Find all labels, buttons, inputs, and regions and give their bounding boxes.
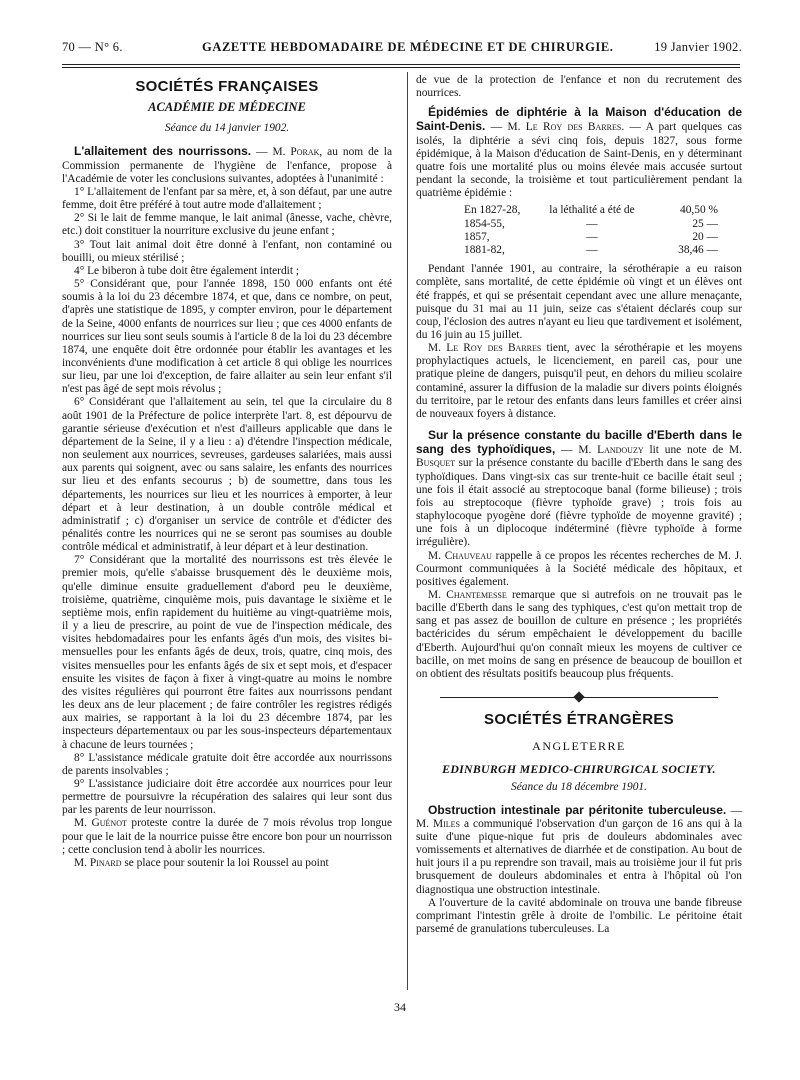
eberth-text: sur la présence constante du bacille d'Eberth dans le sang des typhoïdiques. Dans vingt-six cas sur trente-huit ce bacille était seul ; une fois il était associé au streptocoque banal (forme bilieuse) ; trois fois au streptocoque (fièvre typhoïde grave) ; trois fois au staphylocoque pyogène doré (fièvre typhoïde de moyenne gravité) ; une fois à un diplocoque indéterminé (fièvre typhoïde à forme irrégulière). [416, 457, 742, 549]
page-issue: 70 — N° 6. [62, 40, 123, 54]
issue-date: 19 Janvier 1902. [654, 40, 742, 54]
society-heading: EDINBURGH MEDICO-CHIRURGICAL SOCIETY. [442, 762, 716, 777]
author-miles: M. Miles [416, 817, 460, 830]
table-row [464, 204, 742, 217]
author-landouzy: M. Landouzy [578, 444, 644, 457]
conclusion-6: 6° Considérant que l'allaitement au sein, tel que la circulaire du 8 août 1901 de la Préfecture de police interprète l'art. 8, est dépourvu de garantie sérieuse d'exécution et n'est d'ailleurs applicable que dans le département de la Seine, il y a lieu : a) d'étendre l'inspection médicale, non seulement aux nourrices, sevreuses, gardeuses salariées, mais aussi aux parents qui soignent, avec ou sans salaire, les enfants des nourrices sur lieu et des enfants secourus ; b) de soumettre, dans tous les départements, les nourrices sur lieu et les nourrices à emporter, à leur départ et à leur destination, à un double contrôle médical et administratif ; c) d'organiser un service de contrôle et d'édicter des pénalités contre les nourrices qui ne se seront pas soumises au double contrôle médical et administratif, à leur départ et à leur destination. [62, 396, 392, 554]
table-label: — [586, 230, 598, 243]
conclusion-8: 8° L'assistance médicale gratuite doit être accordée aux nourrissons de parents insolvables ; [62, 751, 392, 777]
left-column [62, 74, 392, 870]
chauveau-paragraph [416, 550, 742, 589]
table-row [464, 218, 742, 231]
author-porak: M. Porak [272, 146, 320, 159]
section-title-french: SOCIÉTÉS FRANÇAISES [135, 78, 319, 95]
conclusion-4: 4° Le biberon à tube doit être également interdit ; [74, 264, 300, 277]
chantemesse-paragraph [416, 589, 742, 681]
diamond-icon [573, 691, 584, 702]
obstruction-title: Obstruction intestinale par péritonite tuberculeuse. [428, 802, 727, 817]
section-ornament [416, 689, 742, 707]
conclusion-9: 9° L'assistance judiciaire doit être accordée aux nourrices pour leur permettre de poursuivre la récupération des salaires qui leur sont dus par les parents de leur nourrisson. [62, 777, 392, 817]
table-row [464, 244, 742, 257]
le-roy-paragraph [416, 342, 742, 421]
author-le-roy: M. Le Roy des Barres [507, 121, 622, 134]
guenot-paragraph [62, 817, 392, 856]
diphtheria-title: Épidémies de diphtérie à la Maison d'éducation de Saint-Denis. [416, 105, 742, 134]
section-title-foreign: SOCIÉTÉS ÉTRANGÈRES [484, 711, 674, 729]
conclusion-1: 1° L'allaitement de l'enfant par sa mère, et, à son défaut, par une autre femme, doit être préféré à tout autre mode d'allaitement ; [62, 185, 392, 212]
serotherapy-paragraph: Pendant l'année 1901, au contraire, la sérothérapie a eu raison complète, sans mortalité, de cette épidémie où vingt et un élèves ont été frappés, et qui se présentait cependant avec une allure menaçante, puisque du 31 mai au 11 juin, seize cas s'étaient déclarés coup sur coup, l'éclosion des autres n'ayant eu lieu que tardivement et isolément, du 16 juin au 15 juillet. [416, 263, 742, 341]
continuation-text: de vue de la protection de l'enfance et non du recrutement des nourrices. [416, 74, 742, 100]
author-chauveau: M. Chauveau [428, 549, 492, 562]
lethality-table [464, 204, 742, 257]
conclusion-7: 7° Considérant que la mortalité des nourrissons est très élevée le premier mois, qu'elle s'abaisse brusquement dès le deuxième mois, qu'elle diminue ensuite graduellement d'abord peu le deuxième, troisième, quatrième, cinquième mois, puis davantage le sixième et le septième mois, enfin rapidement du huitième au vingt-quatrième mois, il y a lieu de prescrire, au point de vue de l'inspection médicale, des visites hebdomadaires pour les enfants âgés d'un mois, des visites bi-mensuelles pour les enfants âgés de deux, trois, quatre, cinq mois, des visites mensuelles pour les enfants âgés de six et sept mois, et d'espacer ensuite les visites de façon à fixer à vingt-quatre au moins le nombre des visites régulières qui pourront être faites aux nourrissons pendant les deux ans de leur placement ; de faire contrôler les registres rédigés aux mairies, se rapportant à la loi du 23 décembre 1874, par les inspecteurs départementaux ou par les sous-inspecteurs départementaux à chacune de leurs tournées ; [62, 554, 392, 751]
obstruction-paragraph-2: A l'ouverture de la cavité abdominale on trouva une bande fibreuse comprimant l'intestin grêle à droite de l'ombilic. Le péritoine était parsemé de granulations tuberculeuses. La [416, 896, 742, 936]
table-label: — [586, 217, 598, 230]
academy-heading: ACADÉMIE DE MÉDECINE [148, 100, 306, 115]
author-le-roy-2: M. Le Roy des Barres [428, 342, 542, 355]
table-year: 1857, [464, 230, 490, 243]
table-value: 38,46 — [678, 244, 718, 257]
obstruction-text: a communiqué l'observation d'un garçon de 16 ans qui à la suite d'une pique-nique fut pris de douleurs abdominales avec vomissements et alternatives de diarrhée et de constipation. Au bout de huit jours il a pu reprendre son travail, mais au troisième jour il fut pris brusquement de douleurs abdominales et entra à l'hôpital où l'on diagnostiqua une obstruction intestinale. [416, 817, 743, 896]
diphtheria-paragraph: Épidémies de diphtérie à la Maison d'éducation de Saint-Denis. — M. Le Roy des Barres. — A part quelques cas isolés, la diphtérie a sévi cinq fois, depuis 1827, sous forme épidémique, à la Maison d'éducation de Saint-Denis, en y déterminant quatre fois une mortalité plus ou moins élevée mais accusée surtout pendant la seconde, la troisième et tout particulièrement pendant la quatrième épidémie : [416, 105, 742, 200]
table-label: — [586, 244, 598, 257]
pinard-paragraph [62, 857, 392, 870]
column-divider [407, 72, 408, 990]
porak-text: , au nom de la Commission permanente de l'hygiène de l'enfance, propose à l'Académie de voter les conclusions suivantes, adoptées à l'unanimité : [62, 146, 393, 185]
eberth-link: lit une note de [643, 444, 730, 457]
eberth-paragraph: Sur la présence constante du bacille d'Eberth dans le sang des typhoïdiques, — M. Landouzy lit une note de M. Busquet sur la présence constante du bacille d'Eberth dans le sang des typhoïdiques. Dans vingt-six cas sur trente-huit ce bacille était seul ; une fois il était associé au streptocoque banal (forme bilieuse) ; trois fois au streptocoque (fièvre typhoïde grave) ; trois fois au staphylocoque pyogène doré (fièvre typhoïde de moyenne gravité) ; une fois à un diplocoque indéterminé (fièvre typhoïde à forme irrégulière). [416, 428, 743, 549]
le-roy-text: tient, avec la sérothérapie et les moyens prophylactiques actuels, le licenciement, en pareil cas, pour une pratique pleine de dangers, puisqu'il peut, en dehors du milieu scolaire contaminé, assurer la diffusion de la maladie sur divers points éloignés du territoire, par le retour des enfants dans leurs familles et créer ainsi de nouveaux foyers à distance. [416, 342, 743, 420]
right-column [416, 74, 742, 936]
country-heading: ANGLETERRE [532, 739, 626, 754]
author-chantemesse: M. Chantemesse [428, 588, 507, 601]
page-number: 34 [394, 1000, 406, 1014]
header-rule-top [62, 64, 740, 65]
author-pinard: M. Pinard [74, 856, 122, 869]
author-busquet: M. Busquet [416, 444, 743, 470]
table-year: 1854-55, [464, 217, 505, 230]
chantemesse-text: remarque que si autrefois on ne trouvait pas le bacille d'Eberth dans le sang des typhiques, c'est qu'on mettait trop de sang et pas assez de bouillon de culture en présence ; les propriétés bactéricides du sérum empêchaient le développement du bacille d'Eberth. Aujourd'hui qu'on connaît mieux les moyens de cultiver ce bacille, on met moins de sang en présence de beaucoup de bouillon et on obtient des résultats positifs beaucoup plus fréquents. [416, 588, 742, 680]
diphtheria-text: . — A part quelques cas isolés, la diphtérie a sévi cinq fois, depuis 1827, sous forme épidémique, à la Maison d'éducation de Saint-Denis, en y déterminant quatre fois une mortalité plus ou moins élevée mais accusée surtout pendant la seconde, la troisième et tout particulièrement pendant la quatrième épidémie : [416, 121, 742, 200]
conclusion-3: 3° Tout lait animal doit être donné à l'enfant, non contaminé ou bouilli, ou mieux stérilisé ; [62, 238, 392, 264]
table-value: 25 — [692, 217, 718, 230]
chauveau-text: rappelle à ce propos les récentes recherches de M. J. Courmont communiquées à la Société médicale des hôpitaux, et positives également. [416, 549, 742, 588]
society-session-date: Séance du 18 décembre 1901. [511, 780, 647, 793]
conclusion-5: 5° Considérant que, pour l'année 1898, 150 000 enfants ont été soumis à la loi du 23 décembre 1874, et que, dans ce nombre, on peut, d'après une statistique de 1895, y compter environ, pour le département de la Seine, 4000 enfants de nourrices sur lieu ; que ces 4000 enfants de nourrices sur lieu sont seuls soumis à l'article 8 de la loi du 23 décembre 1874, une enquête doit être ordonnée pour établir les avantages et les inconvénients d'une modification à cet article 8 qui oblige les nourrices sur lieu, par une loi d'exception, de faire allaiter au sein leur enfant s'il n'est pas âgé de sept mois révolus ; [62, 278, 392, 396]
guenot-text: proteste contre la durée de 7 mois révolus trop longue pour que le lait de la nourrice puisse être encore bon pour un nourrisson ; cette conclusion tend à abolir les nourrices. [62, 817, 392, 856]
table-year: En 1827-28, [464, 204, 521, 217]
article-title: L'allaitement des nourrissons. [74, 144, 252, 159]
session-date: Séance du 14 janvier 1902. [164, 122, 290, 135]
table-value: 40,50 % [680, 204, 718, 217]
running-header [62, 38, 742, 58]
author-guenot: M. Guénot [74, 817, 127, 830]
table-year: 1881-82, [464, 244, 505, 257]
eberth-title: Sur la présence constante du bacille d'Eberth dans le sang des typhoïdiques, [416, 428, 742, 457]
pinard-text: se place pour soutenir la loi Roussel au point [121, 856, 329, 869]
table-row [464, 231, 742, 244]
porak-paragraph: L'allaitement des nourrissons. — M. Porak, au nom de la Commission permanente de l'hygiène de l'enfance, propose à l'Académie de voter les conclusions suivantes, adoptées à l'unanimité : [62, 144, 393, 185]
obstruction-paragraph: Obstruction intestinale par péritonite tuberculeuse. — M. Miles a communiqué l'observation d'un garçon de 16 ans qui à la suite d'une pique-nique fut pris de douleurs abdominales avec vomissements et alternatives de diarrhée et de constipation. Au bout de huit jours il a pu reprendre son travail, mais au troisième jour il fut pris brusquement de douleurs abdominales et entra à l'hôpital où l'on diagnostiqua une obstruction intestinale. [416, 802, 743, 896]
conclusion-2: 2° Si le lait de femme manque, le lait animal (ânesse, vache, chèvre, etc.) doit constituer la nourriture exclusive du jeune enfant ; [62, 212, 392, 238]
table-value: 20 — [692, 230, 718, 243]
table-label: la léthalité a été de [549, 204, 635, 217]
header-rule-bottom [62, 67, 740, 68]
journal-title: GAZETTE HEBDOMADAIRE DE MÉDECINE ET DE CHIRURGIE. [202, 40, 614, 54]
